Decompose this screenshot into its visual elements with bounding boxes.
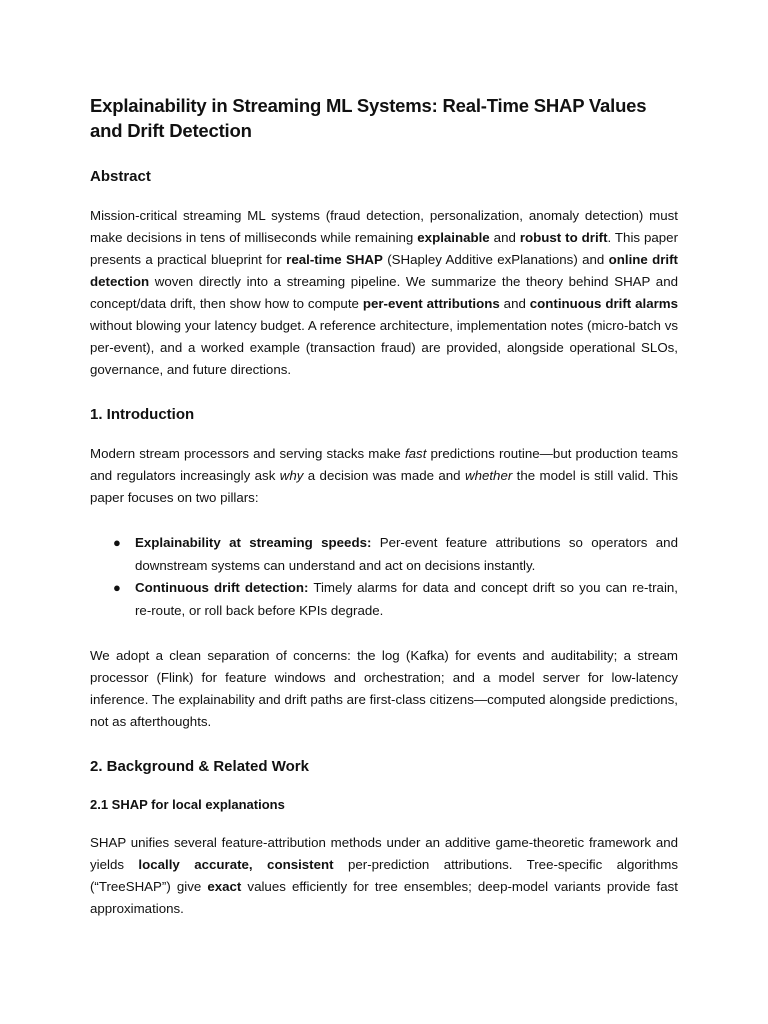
bold-text: explainable (417, 230, 490, 245)
text-run: woven directly into a streaming pipeline. We summarize the theory behind SHAP and concept/data drift, then show how to compute (90, 274, 678, 311)
text-run: Mission-critical streaming ML systems (fraud detection, personalization, anomaly detection) must make decisions in tens of milliseconds while remaining (90, 208, 678, 245)
text-run: and (499, 296, 530, 311)
bold-text: continuous drift alarms (529, 296, 678, 311)
text-run: the model is still valid. This paper focuses on two pillars: (90, 468, 678, 505)
shap-paragraph (90, 832, 678, 920)
pillar-item-drift (113, 577, 678, 622)
text-run: and (489, 230, 520, 245)
document-body (90, 93, 678, 943)
italic-text: whether (464, 468, 513, 483)
text-run: . This paper presents a practical blueprint for (90, 230, 679, 267)
background-heading: 2. Background & Related Work (90, 758, 309, 775)
paper-title: Explainability in Streaming ML Systems: Real-Time SHAP Values and Drift Detection (90, 95, 647, 141)
bullet-icon: ● (113, 535, 121, 550)
text-run: per-prediction attributions. Tree-specific algorithms (“TreeSHAP”) give (90, 857, 678, 894)
pillar-text (135, 535, 678, 573)
text-run: values efficiently for tree ensembles; deep-model variants provide fast approximations. (90, 879, 678, 916)
pillar-text (135, 580, 678, 618)
introduction-heading: 1. Introduction (90, 406, 195, 423)
text-run: a decision was made and (303, 468, 465, 483)
bold-text: Explainability at streaming speeds: (135, 535, 372, 550)
bullet-icon: ● (113, 580, 121, 595)
text-run: Modern stream processors and serving stacks make (90, 446, 405, 461)
text-run: predictions routine—but production teams and regulators increasingly ask (90, 446, 678, 483)
bold-text: locally accurate, consistent (138, 857, 334, 872)
pillars-list (90, 532, 678, 622)
italic-text: why (279, 468, 304, 483)
bold-text: exact (207, 879, 242, 894)
text-run: SHAP unifies several feature-attribution methods under an additive game-theoretic framework and yields (90, 835, 678, 872)
text-run: without blowing your latency budget. A reference architecture, implementation notes (micro-batch vs per-event), and a worked example (transaction fraud) are provided, alongside operational SLOs, governance, and future directions. (90, 318, 678, 377)
bold-text: real-time SHAP (286, 252, 383, 267)
abstract-heading: Abstract (90, 168, 151, 185)
text-run: (SHapley Additive exPlanations) and (382, 252, 609, 267)
pillar-item-explainability (113, 532, 678, 577)
bold-text: online drift detection (90, 252, 678, 289)
italic-text: fast (404, 446, 427, 461)
abstract-paragraph (90, 205, 678, 381)
text-run: Timely alarms for data and concept drift so you can re-train, re-route, or roll back before KPIs degrade. (135, 580, 678, 618)
bold-text: Continuous drift detection: (135, 580, 309, 595)
bold-text: robust to drift (519, 230, 608, 245)
introduction-paragraph-1 (90, 443, 678, 509)
text-run: Per-event feature attributions so operators and downstream systems can understand and act on decisions instantly. (135, 535, 678, 573)
bold-text: per-event attributions (362, 296, 500, 311)
shap-subheading: 2.1 SHAP for local explanations (90, 797, 285, 812)
introduction-paragraph-2 (90, 645, 678, 733)
text-run: We adopt a clean separation of concerns: the log (Kafka) for events and auditability; a stream processor (Flink) for feature windows and orchestration; and a model server for low-latency inference. The explainability and drift paths are first-class citizens—computed alongside predictions, not as afterthoughts. (90, 648, 678, 729)
